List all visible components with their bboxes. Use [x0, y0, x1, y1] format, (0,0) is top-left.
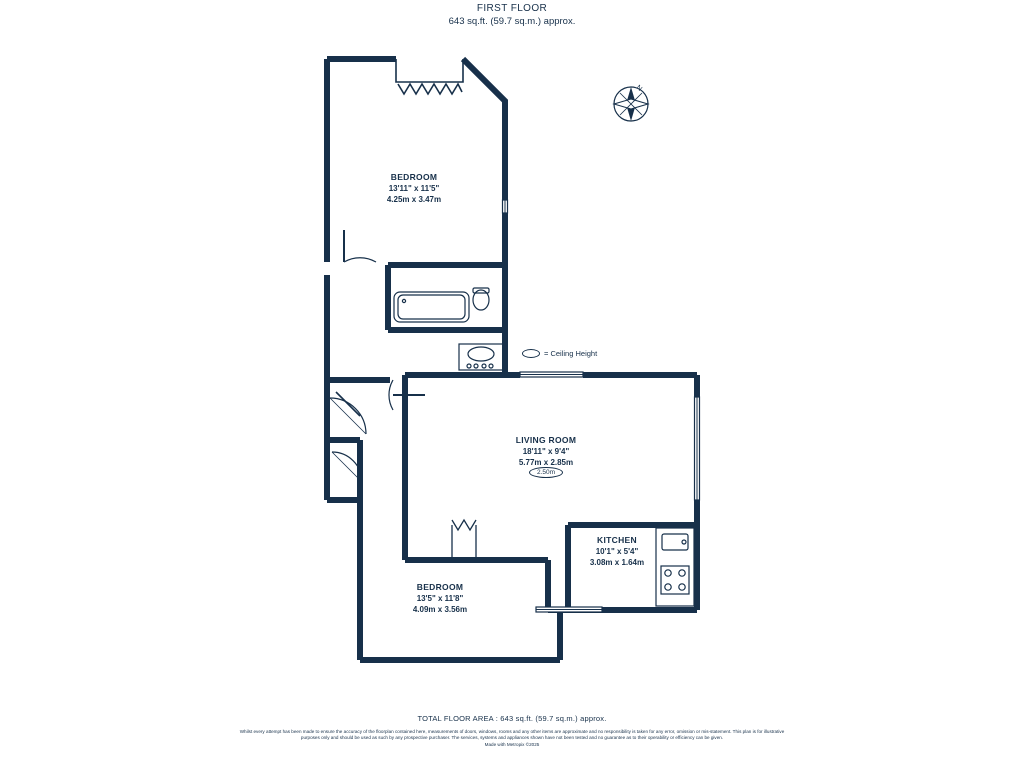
room-name: LIVING ROOM — [515, 435, 577, 445]
compass-rose — [614, 84, 648, 121]
legend-ceiling-height — [522, 349, 597, 358]
room-dim-imperial: 13'5" x 11'8" — [416, 594, 464, 603]
wall-living-kitchen — [405, 375, 697, 610]
ceiling-height-badge: 2.50m — [529, 467, 563, 478]
plan-footer — [0, 714, 1024, 747]
double-doors-living — [452, 520, 476, 560]
wall-bathroom — [388, 265, 505, 375]
window-bedroom2-right — [536, 607, 602, 612]
room-label-kitchen — [553, 535, 681, 568]
disclaimer-text: Whilst every attempt has been made to ensure the accuracy of the floorplan contained here, measurements of doors, windows, rooms and any other items are approximate and no responsibility is taken for any error, omission or mis-statement. This plan is for illustrative purposes only and should be used as such by any prospective purchaser. The services, systems and appliances shown have not been tested and no guarantee as to their operability or efficiency can be given. — [239, 729, 785, 741]
room-dim-imperial: 13'11" x 11'5" — [388, 184, 440, 193]
ceiling-height-oval-icon — [522, 349, 540, 358]
room-name: BEDROOM — [416, 582, 464, 592]
room-label-bedroom-1 — [344, 172, 484, 205]
room-dim-metric: 5.77m x 2.85m — [518, 458, 574, 467]
plan-title: FIRST FLOOR — [476, 3, 548, 14]
vanity-unit — [459, 344, 503, 370]
window-bedroom1-right — [503, 200, 508, 213]
window-living-top — [520, 372, 583, 377]
room-dim-metric: 3.08m x 1.64m — [589, 558, 645, 567]
bay-window-top — [396, 59, 463, 94]
room-label-living-room — [476, 435, 616, 468]
made-with-label: Made with Metropix ©2025 — [484, 742, 540, 748]
room-dim-metric: 4.25m x 3.47m — [386, 195, 442, 204]
total-floor-area: TOTAL FLOOR AREA : 643 sq.ft. (59.7 sq.m.) approx. — [417, 714, 607, 723]
plan-subtitle: 643 sq.ft. (59.7 sq.m.) approx. — [448, 16, 576, 27]
room-dim-metric: 4.09m x 3.56m — [412, 605, 468, 614]
wall-bedroom2 — [360, 500, 600, 660]
room-dim-imperial: 18'11" x 9'4" — [522, 447, 570, 456]
window-living-right — [695, 397, 700, 500]
legend-label: = Ceiling Height — [544, 349, 598, 358]
toilet-fixture — [473, 288, 489, 310]
room-dim-imperial: 10'1" x 5'4" — [595, 547, 639, 556]
compass-north-label: N — [634, 84, 644, 93]
room-label-bedroom-2 — [370, 582, 510, 615]
bathtub-fixture — [394, 292, 469, 322]
room-name: BEDROOM — [390, 172, 438, 182]
room-name: KITCHEN — [597, 535, 637, 545]
